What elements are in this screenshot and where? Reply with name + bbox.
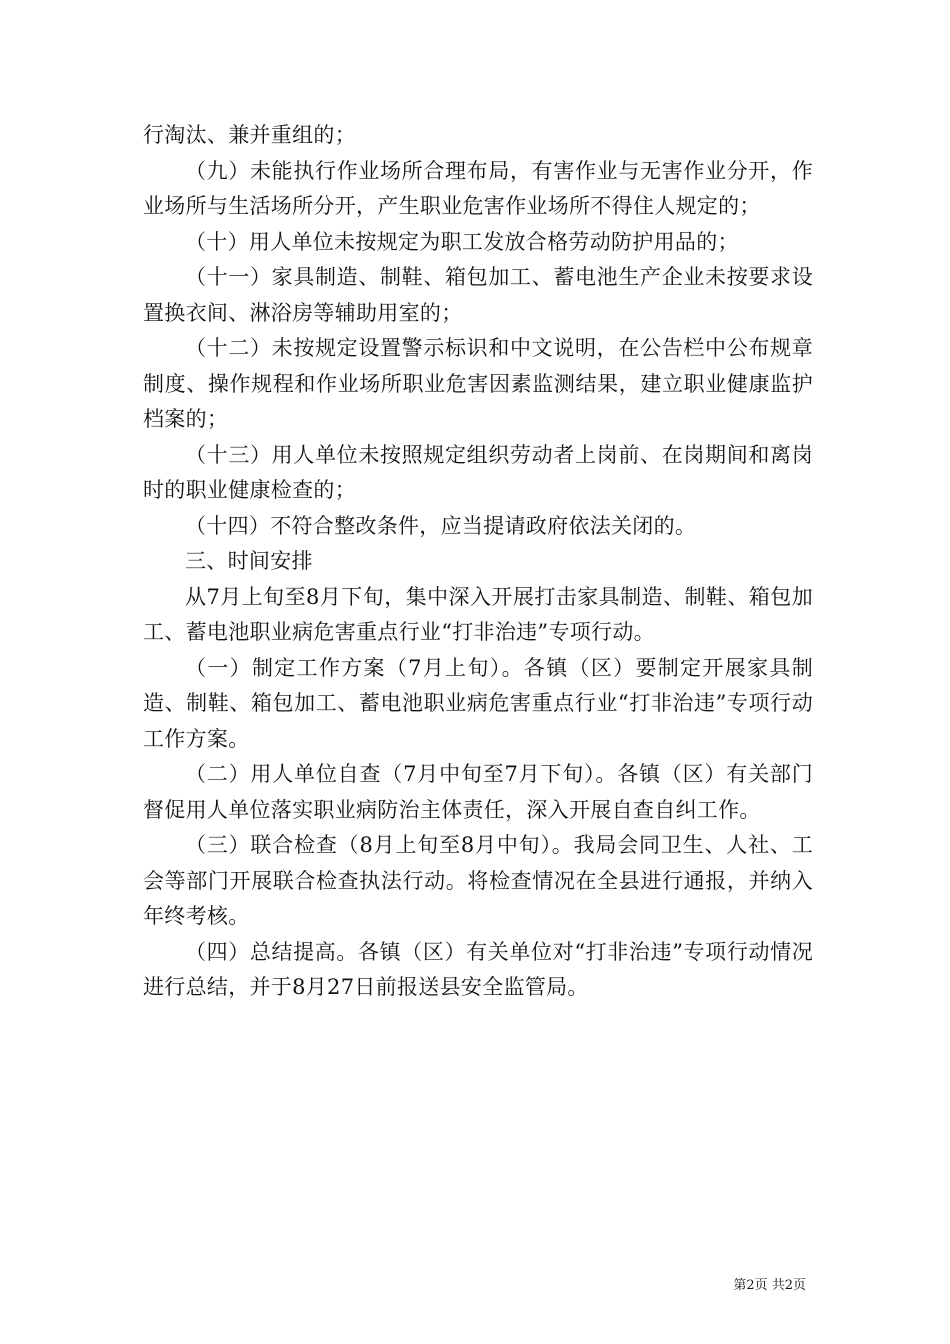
paragraph-step-4: （四）总结提高。各镇（区）有关单位对“打非治违”专项行动情况进行总结，并于8月27日前报送县安全监管局。	[143, 939, 813, 999]
paragraph-continuation: 行淘汰、兼并重组的；	[143, 123, 356, 147]
paragraph-step-1: （一）制定工作方案（7月上旬）。各镇（区）要制定开展家具制造、制鞋、箱包加工、蓄电池职业病危害重点行业“打非治违”专项行动工作方案。	[143, 655, 813, 751]
paragraph-item-13: （十三）用人单位未按照规定组织劳动者上岗前、在岗期间和离岗时的职业健康检查的；	[143, 442, 813, 502]
paragraph-item-9: （九）未能执行作业场所合理布局，有害作业与无害作业分开，作业场所与生活场所分开，产生职业危害作业场所不得住人规定的；	[143, 158, 813, 218]
paragraph-item-14: （十四）不符合整改条件，应当提请政府依法关闭的。	[185, 513, 697, 538]
paragraph-step-2: （二）用人单位自查（7月中旬至7月下旬）。各镇（区）有关部门督促用人单位落实职业病防治主体责任，深入开展自查自纠工作。	[143, 762, 813, 822]
paragraph-item-12: （十二）未按规定设置警示标识和中文说明，在公告栏中公布规章制度、操作规程和作业场所职业危害因素监测结果，建立职业健康监护档案的；	[143, 336, 813, 431]
paragraph-item-11: （十一）家具制造、制鞋、箱包加工、蓄电池生产企业未按要求设置换衣间、淋浴房等辅助用室的；	[143, 265, 813, 325]
paragraph-step-3: （三）联合检查（8月上旬至8月中旬）。我局会同卫生、人社、工会等部门开展联合检查执法行动。将检查情况在全县进行通报，并纳入年终考核。	[143, 833, 813, 928]
document-body	[143, 118, 813, 1006]
paragraph-item-10: （十）用人单位未按规定为职工发放合格劳动防护用品的；	[185, 229, 739, 254]
page-number: 第2页 共2页	[733, 1278, 806, 1293]
paragraph-schedule-intro: 从7月上旬至8月下旬，集中深入开展打击家具制造、制鞋、箱包加工、蓄电池职业病危害重点行业“打非治违”专项行动。	[143, 584, 813, 644]
section-heading-schedule: 三、时间安排	[185, 549, 313, 573]
